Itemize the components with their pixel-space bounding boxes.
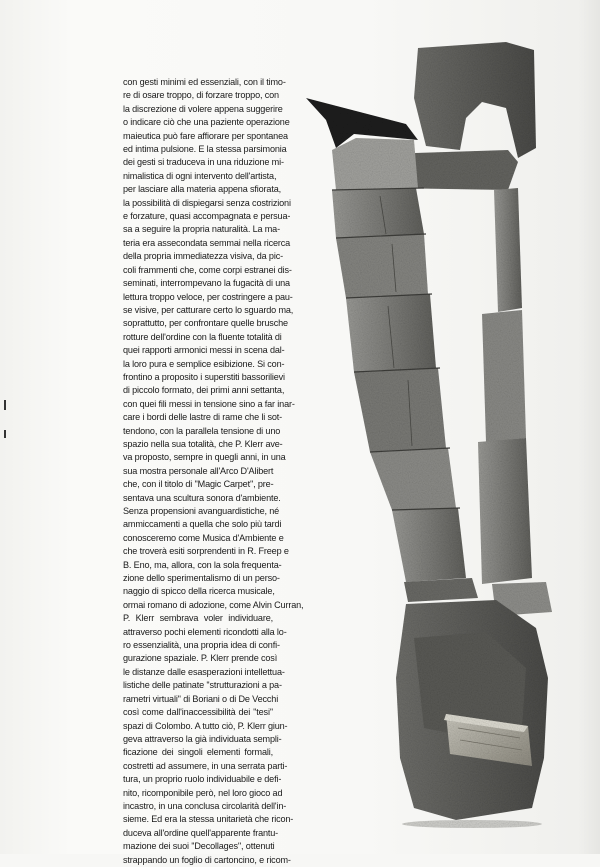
article-line: che troverà esiti sorprendenti in R. Freep e xyxy=(123,546,289,557)
article-line: rametri virtuali'' di Boriani o di De Vecchi xyxy=(123,693,279,704)
article-line: con quei fili messi in tensione sino a far inar- xyxy=(123,398,295,409)
article-line: ficazione dei singoli elementi formali, xyxy=(123,747,273,758)
article-line: le distanze dalle esasperazioni intellettua- xyxy=(123,666,285,677)
article-line: la possibilità di dispiegarsi senza costrizioni xyxy=(123,197,291,208)
article-line: maieutica può fare affiorare per spontanea xyxy=(123,130,288,141)
article-line: sentava una scultura sonora d'ambiente. xyxy=(123,492,281,503)
article-line: quei rapporti armonici messi in scena dal- xyxy=(123,345,285,356)
article-line: listiche delle patinate ''strutturazioni a pa- xyxy=(123,680,282,691)
article-line: Senza propensioni avanguardistiche, né xyxy=(123,506,280,516)
article-line: per lasciare alla materia appena sfiorata, xyxy=(123,184,281,195)
article-line: tendono, con la parallela tensione di uno xyxy=(123,425,281,436)
article-line: P. Klerr sembrava voler individuare, xyxy=(123,613,273,624)
article-line: frontino a proposito i superstiti bassorilievi xyxy=(123,371,285,382)
article-line: lettura troppo veloce, per costringere a pau- xyxy=(123,291,293,302)
article-line: incastro, in una conclusa circolarità dell'in- xyxy=(123,800,287,811)
article-line: teria era assecondata semmai nella ricerca xyxy=(123,237,291,248)
scan-edge-shadow xyxy=(578,0,600,854)
article-line: seminati, interrompevano la fugacità di una xyxy=(123,278,290,289)
article-line: ormai romano di adozione, come Alvin Curran, xyxy=(123,599,304,610)
article-line: strappando un foglio di cartoncino, e ricom- xyxy=(123,854,291,865)
article-line: nito, ricomponibile però, nel loro gioco ad xyxy=(123,787,283,798)
article-line: costretti ad assumere, in una serrata parti- xyxy=(123,760,288,771)
article-line: dei gesti si traduceva in una riduzione mi- xyxy=(123,157,284,168)
stone-sculpture-image xyxy=(296,38,566,828)
article-line: conosceremo come Musica d'Ambiente e xyxy=(123,532,284,543)
article-line: ro essenzialità, una propria idea di confi- xyxy=(123,640,280,651)
article-line: B. Eno, ma, allora, con la sola frequenta- xyxy=(123,559,282,570)
article-line: sa a seguire la propria naturalità. La ma- xyxy=(123,224,280,235)
article-line: spazi di Colombo. A tutto ciò, P. Klerr giun- xyxy=(123,720,288,731)
article-line: soprattutto, per confrontare quelle brusche xyxy=(123,318,288,329)
article-line: la loro pura e semplice esibizione. Si con- xyxy=(123,358,285,369)
article-line: così come dall'inaccessibilità dei ''tesi'' xyxy=(123,707,273,718)
article-line: naggio di spicco della ricerca musicale, xyxy=(123,586,275,597)
article-line: sua mostra personale all'Arco D'Alibert xyxy=(123,465,274,476)
article-line: che, con il titolo di ''Magic Carpet'', pre- xyxy=(123,479,274,490)
binding-mark-top xyxy=(4,400,6,410)
article-line: ed intima pulsione. E la stessa parsimonia xyxy=(123,144,287,155)
article-line: care i bordi delle lastre di rame che li sot- xyxy=(123,412,283,423)
article-line: con gesti minimi ed essenziali, con il timo- xyxy=(123,77,286,87)
article-line: se visive, per catturare certo lo sguardo ma, xyxy=(123,304,294,315)
article-line: sieme. Ed era la stessa unitarietà che ricon- xyxy=(123,814,294,825)
article-line: duceva all'ordine quell'apparente frantu- xyxy=(123,827,279,838)
article-line: o indicare ciò che una paziente operazione xyxy=(123,117,290,128)
article-line: della propria immediatezza visiva, da pic- xyxy=(123,251,283,262)
article-line: zione dello sperimentalismo di un perso- xyxy=(123,573,280,584)
article-line: la discrezione di volere appena suggerire xyxy=(123,103,283,114)
article-line: re di osare troppo, di forzare troppo, con xyxy=(123,90,279,101)
article-line: gurazione spaziale. P. Klerr prende così xyxy=(123,653,278,664)
article-line: va proposto, sempre in quegli anni, in una xyxy=(123,452,286,463)
article-line: e forzature, quasi accompagnata e persua- xyxy=(123,211,291,222)
binding-mark-bottom xyxy=(4,430,6,438)
article-line: spazio nella sua totalità, che P. Klerr ave- xyxy=(123,438,283,449)
article-line: mazione dei suoi ''Decollages'', ottenuti xyxy=(123,841,275,852)
article-line: ammiccamenti a quella che solo più tardi xyxy=(123,519,282,530)
article-line: geva attraverso la già individuata sempli- xyxy=(123,733,282,744)
article-line: rotture dell'ordine con la fluente totalità di xyxy=(123,331,282,342)
article-text-column xyxy=(123,76,304,867)
article-line: di piccolo formato, dei primi anni settanta, xyxy=(123,385,285,396)
article-line: nimalistica di ogni intervento dell'artista, xyxy=(123,170,277,181)
article-line: coli frammenti che, come corpi estranei dis- xyxy=(123,264,292,275)
article-line: tura, un proprio ruolo individuabile e defi- xyxy=(123,774,282,785)
article-line: attraverso pochi elementi ricondotti alla lo- xyxy=(123,626,287,637)
